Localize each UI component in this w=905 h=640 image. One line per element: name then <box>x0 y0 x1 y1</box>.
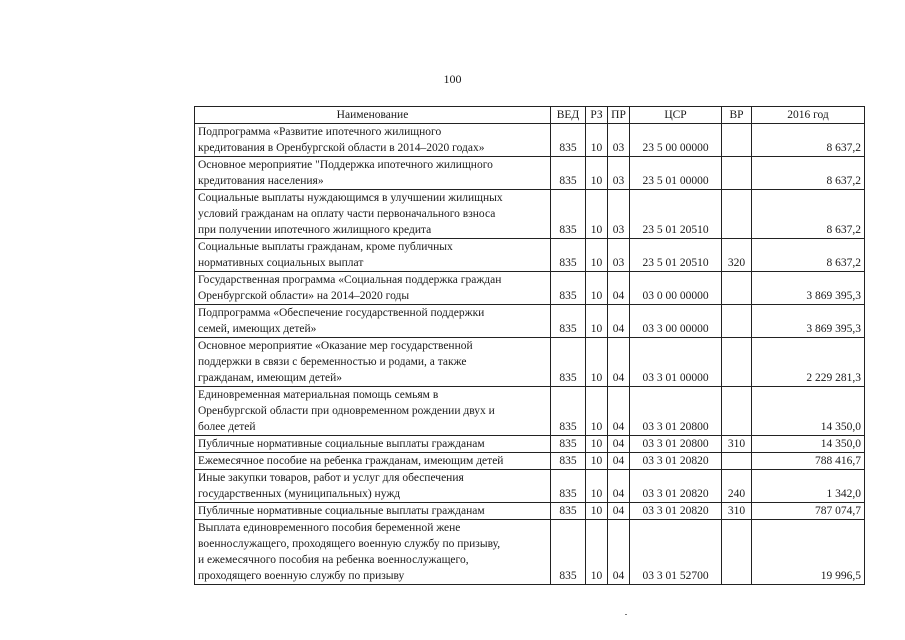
cell-name: Единовременная материальная помощь семьям в Оренбургской области при одновременном рождении двух и более детей <box>195 387 551 436</box>
page-number: 100 <box>443 72 462 86</box>
table-row <box>195 387 865 436</box>
cell-sum: 2 229 281,3 <box>752 338 865 387</box>
table-row <box>195 470 865 503</box>
cell-ved: 835 <box>551 436 586 453</box>
cell-name: Государственная программа «Социальная поддержка граждан Оренбургской области» на 2014–2020 годы <box>195 272 551 305</box>
cell-csr: 03 0 00 00000 <box>630 272 722 305</box>
cell-name: Ежемесячное пособие на ребенка гражданам, имеющим детей <box>195 453 551 470</box>
cell-rz: 10 <box>586 190 608 239</box>
cell-rz: 10 <box>586 387 608 436</box>
table-row <box>195 503 865 520</box>
cell-ved: 835 <box>551 190 586 239</box>
cell-rz: 10 <box>586 470 608 503</box>
cell-pr: 03 <box>608 239 630 272</box>
header-year: 2016 год <box>752 107 865 124</box>
cell-vr <box>722 387 752 436</box>
header-ved: ВЕД <box>551 107 586 124</box>
table-row <box>195 520 865 585</box>
cell-name: Иные закупки товаров, работ и услуг для обеспечения государственных (муниципальных) нужд <box>195 470 551 503</box>
cell-ved: 835 <box>551 124 586 157</box>
table-body <box>195 124 865 585</box>
cell-vr <box>722 305 752 338</box>
table-row <box>195 190 865 239</box>
cell-pr: 03 <box>608 190 630 239</box>
cell-csr: 03 3 01 20800 <box>630 436 722 453</box>
table-row <box>195 305 865 338</box>
cell-sum: 8 637,2 <box>752 157 865 190</box>
cell-vr: 240 <box>722 470 752 503</box>
cell-pr: 04 <box>608 272 630 305</box>
cell-pr: 04 <box>608 305 630 338</box>
cell-ved: 835 <box>551 520 586 585</box>
cell-pr: 03 <box>608 157 630 190</box>
cell-rz: 10 <box>586 436 608 453</box>
cell-rz: 10 <box>586 305 608 338</box>
table-row <box>195 338 865 387</box>
cell-pr: 04 <box>608 338 630 387</box>
budget-table <box>194 106 865 585</box>
cell-sum: 3 869 395,3 <box>752 305 865 338</box>
cell-ved: 835 <box>551 157 586 190</box>
cell-pr: 04 <box>608 503 630 520</box>
table-row <box>195 157 865 190</box>
table-row <box>195 272 865 305</box>
cell-rz: 10 <box>586 157 608 190</box>
cell-vr: 310 <box>722 436 752 453</box>
cell-sum: 8 637,2 <box>752 190 865 239</box>
cell-csr: 03 3 01 00000 <box>630 338 722 387</box>
cell-csr: 23 5 01 00000 <box>630 157 722 190</box>
cell-name: Выплата единовременного пособия беременной жене военнослужащего, проходящего военную службу по призыву, и ежемесячного пособия на ребенка военнослужащего, проходящего военную службу по призыву <box>195 520 551 585</box>
header-name: Наименование <box>195 107 551 124</box>
table-row <box>195 453 865 470</box>
cell-rz: 10 <box>586 453 608 470</box>
cell-pr: 04 <box>608 520 630 585</box>
cell-sum: 3 869 395,3 <box>752 272 865 305</box>
table-row <box>195 124 865 157</box>
cell-csr: 23 5 01 20510 <box>630 239 722 272</box>
cell-vr <box>722 124 752 157</box>
header-pr: ПР <box>608 107 630 124</box>
cell-csr: 03 3 01 20820 <box>630 453 722 470</box>
cell-csr: 03 3 01 20820 <box>630 470 722 503</box>
cell-ved: 835 <box>551 272 586 305</box>
header-rz: РЗ <box>586 107 608 124</box>
cell-sum: 14 350,0 <box>752 387 865 436</box>
cell-pr: 04 <box>608 453 630 470</box>
cell-ved: 835 <box>551 305 586 338</box>
cell-vr <box>722 453 752 470</box>
cell-rz: 10 <box>586 503 608 520</box>
cell-sum: 787 074,7 <box>752 503 865 520</box>
cell-pr: 04 <box>608 436 630 453</box>
cell-name: Подпрограмма «Развитие ипотечного жилищного кредитования в Оренбургской области в 2014–2020 годах» <box>195 124 551 157</box>
cell-vr <box>722 190 752 239</box>
cell-pr: 04 <box>608 470 630 503</box>
cell-vr <box>722 272 752 305</box>
cell-ved: 835 <box>551 338 586 387</box>
cell-name: Социальные выплаты гражданам, кроме публичных нормативных социальных выплат <box>195 239 551 272</box>
cell-ved: 835 <box>551 239 586 272</box>
cell-vr <box>722 338 752 387</box>
header-vr: ВР <box>722 107 752 124</box>
cell-name: Подпрограмма «Обеспечение государственной поддержки семей, имеющих детей» <box>195 305 551 338</box>
cell-csr: 03 3 01 20800 <box>630 387 722 436</box>
cell-name: Основное мероприятие «Оказание мер государственной поддержки в связи с беременностью и родами, а также гражданам, имеющим детей» <box>195 338 551 387</box>
table-row <box>195 239 865 272</box>
cell-ved: 835 <box>551 503 586 520</box>
cell-sum: 1 342,0 <box>752 470 865 503</box>
cell-rz: 10 <box>586 272 608 305</box>
table-row <box>195 436 865 453</box>
cell-csr: 23 5 00 00000 <box>630 124 722 157</box>
cell-csr: 03 3 01 20820 <box>630 503 722 520</box>
cell-pr: 04 <box>608 387 630 436</box>
cell-csr: 03 3 01 52700 <box>630 520 722 585</box>
cell-sum: 19 996,5 <box>752 520 865 585</box>
cell-vr: 310 <box>722 503 752 520</box>
cell-name: Публичные нормативные социальные выплаты гражданам <box>195 436 551 453</box>
cell-csr: 03 3 00 00000 <box>630 305 722 338</box>
cell-rz: 10 <box>586 124 608 157</box>
cell-ved: 835 <box>551 387 586 436</box>
cell-sum: 14 350,0 <box>752 436 865 453</box>
cell-vr <box>722 520 752 585</box>
cell-csr: 23 5 01 20510 <box>630 190 722 239</box>
scan-mark <box>625 614 627 615</box>
cell-rz: 10 <box>586 239 608 272</box>
cell-pr: 03 <box>608 124 630 157</box>
cell-name: Основное мероприятие "Поддержка ипотечного жилищного кредитования населения» <box>195 157 551 190</box>
cell-name: Публичные нормативные социальные выплаты гражданам <box>195 503 551 520</box>
cell-sum: 8 637,2 <box>752 124 865 157</box>
cell-sum: 788 416,7 <box>752 453 865 470</box>
cell-vr: 320 <box>722 239 752 272</box>
header-csr: ЦСР <box>630 107 722 124</box>
cell-ved: 835 <box>551 470 586 503</box>
cell-rz: 10 <box>586 338 608 387</box>
cell-sum: 8 637,2 <box>752 239 865 272</box>
cell-vr <box>722 157 752 190</box>
cell-ved: 835 <box>551 453 586 470</box>
cell-rz: 10 <box>586 520 608 585</box>
table-header-row <box>195 107 865 124</box>
cell-name: Социальные выплаты нуждающимся в улучшении жилищных условий гражданам на оплату части первоначального взноса при получении ипотечного жилищного кредита <box>195 190 551 239</box>
